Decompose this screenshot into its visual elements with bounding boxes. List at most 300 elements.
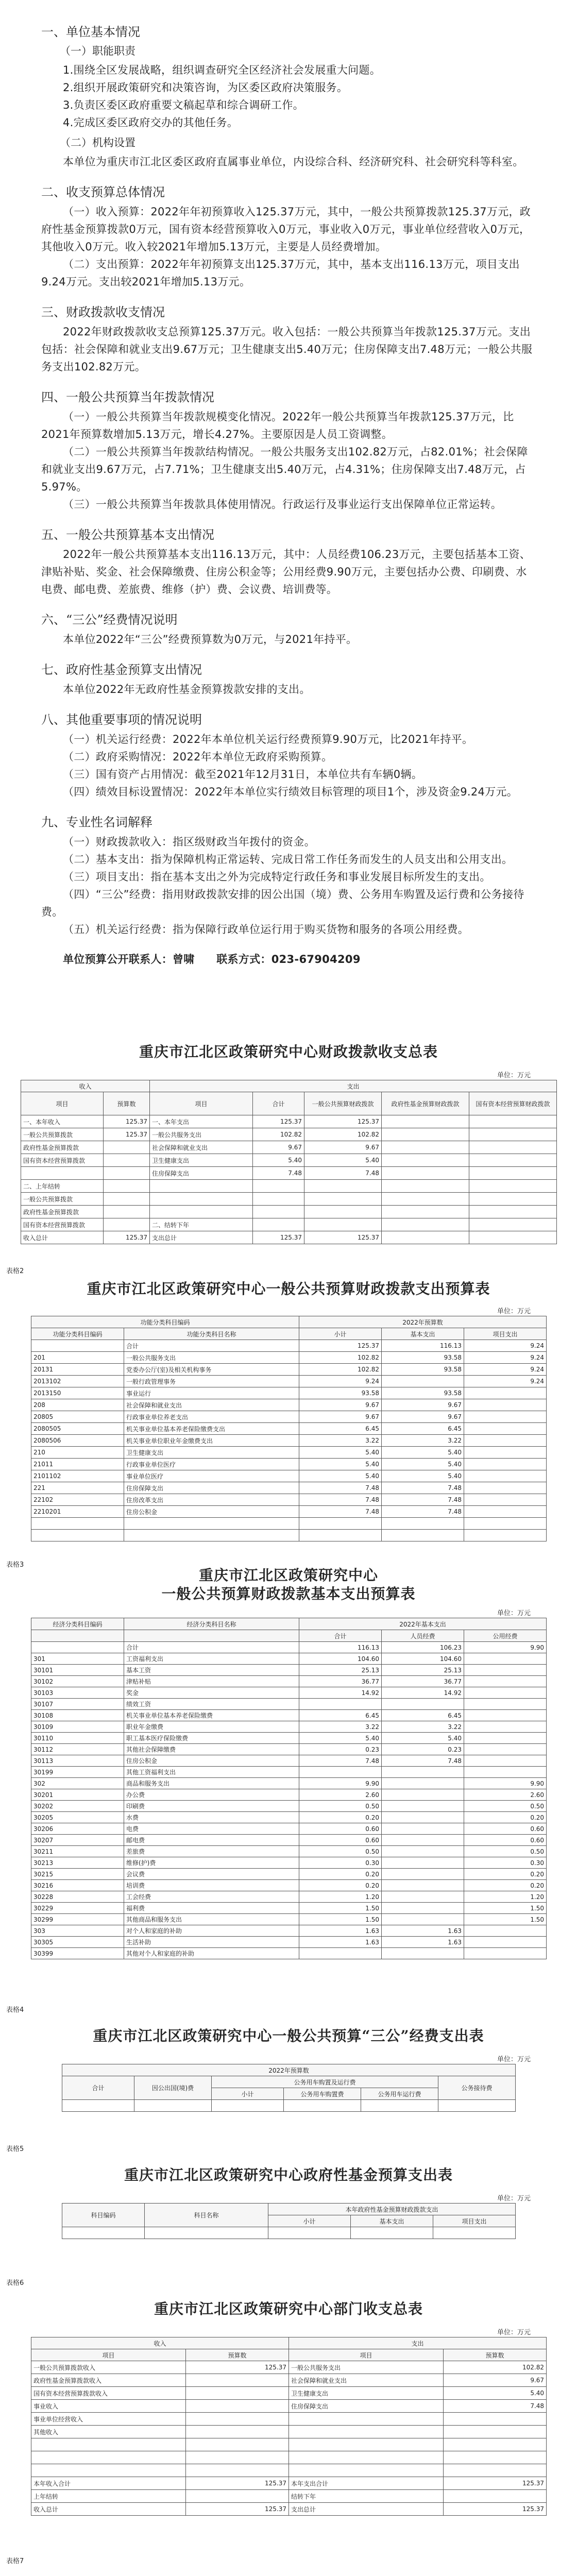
table-cell: 2080506 [31, 1435, 124, 1447]
expense-header: 支出 [150, 1080, 557, 1092]
table-cell [289, 2413, 444, 2426]
table-cell: 20805 [31, 1411, 124, 1423]
section-heading: 三、财政拨款收支情况 [41, 305, 165, 319]
table-cell [104, 1218, 150, 1231]
table-cell: 7.48 [444, 2400, 547, 2413]
table-cell [444, 2464, 547, 2477]
table-cell [464, 1767, 547, 1778]
table-cell [444, 2438, 547, 2451]
paragraph: （二）支出预算：2022年年初预算支出125.37万元，其中，基本支出116.13万元，项目支出9.24万元。支出较2021年增加5.13万元。 [41, 258, 520, 288]
col-car-purchase: 公务用车购置费 [284, 2088, 361, 2100]
table-row [31, 1530, 547, 1541]
table-cell [464, 1447, 547, 1459]
expense-header: 支出 [289, 2337, 547, 2349]
table-cell: 125.37 [253, 1115, 304, 1128]
table-cell: 5.40 [382, 1459, 464, 1470]
table-cell: 5.40 [304, 1154, 382, 1167]
table-cell: 5.40 [299, 1459, 382, 1470]
section-heading: 五、一般公共预算基本支出情况 [41, 528, 214, 542]
table-cell: 职工基本医疗保险缴费 [124, 1733, 299, 1744]
table-cell: 5.40 [444, 2387, 547, 2400]
table-cell: 0.20 [464, 1812, 547, 1823]
table-cell: 9.67 [304, 1141, 382, 1154]
table-cell: 卫生健康支出 [150, 1154, 253, 1167]
table-cell: 30113 [31, 1755, 124, 1767]
table-row [31, 1801, 547, 1812]
col-budget: 预算数 [444, 2349, 547, 2361]
table-cell: 社会保障和就业支出 [150, 1141, 253, 1154]
table-cell: 3.22 [299, 1435, 382, 1447]
table-cell: 电费 [124, 1823, 299, 1835]
paragraph: 本单位为重庆市江北区委区政府直属事业单位，内设综合科、经济研究科、社会研究科等科室。 [63, 156, 524, 168]
table-cell: 其他商品和服务支出 [124, 1914, 299, 1925]
table-cell [382, 1376, 464, 1387]
table-cell: 125.37 [253, 1231, 304, 1244]
table-cell [104, 1154, 150, 1167]
paragraph: 4.完成区委区政府交办的其他任务。 [63, 116, 239, 129]
table-cell: 30103 [31, 1687, 124, 1699]
table-cell: 9.67 [299, 1411, 382, 1423]
table-cell: 一、本年支出 [150, 1115, 253, 1128]
table-cell: 事业单位经营收入 [31, 2413, 186, 2426]
table-cell: 2013102 [31, 1376, 124, 1387]
paragraph: 本单位2022年无政府性基金预算拨款安排的支出。 [63, 683, 311, 696]
table-row [31, 1340, 547, 1352]
table-row [31, 2400, 547, 2413]
table-cell [382, 1801, 464, 1812]
table-cell [104, 1206, 150, 1218]
paragraph: （四）绩效目标设置情况：2022年本单位实行绩效目标管理的项目1个，涉及资金9.24万元。 [63, 786, 518, 798]
table-cell: 水费 [124, 1812, 299, 1823]
table-cell [464, 1937, 547, 1948]
table-cell: 政府性基金预算拨款收入 [31, 2374, 186, 2387]
table-cell: 住房改革支出 [124, 1494, 299, 1506]
col-name: 经济分类科目名称 [124, 1618, 299, 1630]
table-cell: 生活补助 [124, 1937, 299, 1948]
table-row [31, 1948, 547, 1959]
table-cell: 1.63 [382, 1925, 464, 1937]
table-row [31, 1903, 547, 1914]
table-cell [382, 1869, 464, 1880]
table-cell [444, 2490, 547, 2503]
section-heading: 二、收支预算总体情况 [41, 185, 165, 199]
table-cell: 125.37 [104, 1128, 150, 1141]
table1-block [0, 1041, 577, 1257]
table-row [31, 1518, 547, 1530]
table-cell: 125.37 [304, 1231, 382, 1244]
paragraph: 2022年一般公共预算基本支出116.13万元，其中：人员经费106.23万元，主要包括基本工资、津贴补贴、奖金、社会保障缴费、住房公积金等；公用经费9.90万元，主要包括办公费、印刷费、水电费、邮电费、差旅费、维修（护）费、会议费、培训费等。 [41, 548, 531, 596]
unit-label: 单位：万元 [497, 1609, 531, 1617]
table-cell [304, 1193, 382, 1206]
table-cell: 7.48 [382, 1494, 464, 1506]
table-cell: 303 [31, 1925, 124, 1937]
table-cell: 30101 [31, 1665, 124, 1676]
table-row [31, 1494, 547, 1506]
table-cell: 政府性基金预算拨款 [21, 1141, 104, 1154]
table3-block [0, 1556, 577, 1978]
table-cell [299, 1518, 382, 1530]
paragraph: （五）机关运行经费：指为保障行政单位运行用于购买货物和服务的各项公用经费。 [63, 923, 469, 936]
table-row [31, 1506, 547, 1518]
table-cell: 125.37 [299, 1340, 382, 1352]
table-cell [186, 2490, 289, 2503]
table-cell: 201 [31, 1352, 124, 1364]
table-cell [382, 1857, 464, 1869]
paragraph: （三）国有资产占用情况：截至2021年12月31日，本单位共有车辆0辆。 [63, 768, 423, 781]
table-cell: 30213 [31, 1857, 124, 1869]
table-row [31, 2490, 547, 2503]
paragraph: （一）一般公共预算当年拨款规模变化情况。2022年一般公共预算当年拨款125.37万元，比2021年预算数增加5.13万元，增长4.27%。主要原因是人员工资调整。 [41, 411, 514, 440]
table-cell: 培训费 [124, 1880, 299, 1891]
table-cell: 0.20 [299, 1869, 382, 1880]
table-cell: 9.90 [464, 1778, 547, 1789]
table-cell [31, 1642, 124, 1653]
table-row [31, 2464, 547, 2477]
table-cell: 302 [31, 1778, 124, 1789]
table-cell: 邮电费 [124, 1835, 299, 1846]
table-cell: 36.77 [299, 1676, 382, 1687]
table-cell: 事业单位医疗 [124, 1470, 299, 1482]
table-cell: 7.48 [299, 1755, 382, 1767]
table-row [31, 1482, 547, 1494]
table-cell [289, 2438, 444, 2451]
table-cell [104, 1180, 150, 1193]
table-cell: 30201 [31, 1789, 124, 1801]
table-cell: 20131 [31, 1364, 124, 1376]
table-cell: 5.40 [299, 1447, 382, 1459]
table-cell [289, 2426, 444, 2438]
sub-heading: （二）机构设置 [60, 137, 135, 149]
table-cell [464, 1518, 547, 1530]
table-cell: 3.22 [299, 1721, 382, 1733]
table-cell: 5.40 [299, 1470, 382, 1482]
table-cell: 国有资本经营预算拨款 [21, 1154, 104, 1167]
table-cell [382, 1880, 464, 1891]
table-cell: 30107 [31, 1699, 124, 1710]
table-cell: 30205 [31, 1812, 124, 1823]
table-cell [464, 1710, 547, 1721]
table-row [31, 1846, 547, 1857]
table-cell: 125.37 [186, 2361, 289, 2374]
table-cell: 5.40 [299, 1733, 382, 1744]
income-header: 收入 [31, 2337, 289, 2349]
table-label: 表格5 [6, 2145, 24, 2153]
table6-block [0, 2277, 577, 2545]
table-cell [31, 2464, 186, 2477]
col-car-running: 公务用车运行费 [361, 2088, 438, 2100]
table-row [31, 1435, 547, 1447]
section-heading: 一、单位基本情况 [41, 25, 140, 39]
table-row [31, 1823, 547, 1835]
table4-block [0, 2004, 577, 2123]
unit-label: 单位：万元 [497, 1308, 531, 1315]
paragraph: （一）机关运行经费：2022年本单位机关运行经费预算9.90万元，比2021年持平。 [63, 733, 473, 745]
table-cell [186, 2400, 289, 2413]
table-cell: 30102 [31, 1676, 124, 1687]
table-row [31, 1937, 547, 1948]
table-title: 重庆市江北区政策研究中心财政拨款收支总表 [139, 1043, 438, 1060]
table-row [31, 1699, 547, 1710]
table-cell [464, 1948, 547, 1959]
paragraph: 1.围绕全区发展战略，组织调查研究全区经济社会发展重大问题。 [63, 64, 381, 76]
table-cell [150, 1180, 253, 1193]
table-row [31, 1835, 547, 1846]
table-cell: 合计 [124, 1340, 299, 1352]
table-cell: 9.67 [444, 2374, 547, 2387]
paragraph: （二）一般公共预算当年拨款结构情况。一般公共服务支出102.82万元，占82.01%；社会保障和就业支出9.67万元，占7.71%；卫生健康支出5.40万元，占4.31%；住房保障支出7.48万元，占5.97%。 [41, 446, 528, 493]
table-cell: 2210201 [31, 1506, 124, 1518]
table-cell: 1.20 [299, 1891, 382, 1903]
col-state-capital: 国有资本经营预算财政拨款 [469, 1092, 557, 1115]
table-cell: 102.82 [299, 1364, 382, 1376]
col-basic: 基本支出 [351, 2215, 433, 2227]
table-cell: 7.48 [304, 1167, 382, 1180]
table-cell: 9.24 [464, 1376, 547, 1387]
table-cell: 116.13 [299, 1642, 382, 1653]
table-label: 表格7 [6, 2557, 24, 2565]
table-cell: 30299 [31, 1914, 124, 1925]
table-cell: 1.50 [464, 1914, 547, 1925]
table-cell [299, 1530, 382, 1541]
table-row [31, 1447, 547, 1459]
table-cell: 收入总计 [21, 1231, 104, 1244]
three-public-table [62, 2064, 516, 2112]
table-cell: 2101102 [31, 1470, 124, 1482]
table-cell: 5.40 [253, 1154, 304, 1167]
sub-heading: （一）职能职责 [60, 45, 135, 57]
table-cell: 6.45 [382, 1423, 464, 1435]
table-cell [382, 1167, 469, 1180]
table-cell: 125.37 [104, 1115, 150, 1128]
table-cell [464, 1494, 547, 1506]
section-heading: 八、其他重要事项的情况说明 [41, 713, 202, 727]
table-cell: 津贴补贴 [124, 1676, 299, 1687]
table-row [21, 1167, 557, 1180]
table-row [31, 1767, 547, 1778]
table-cell: 93.58 [382, 1364, 464, 1376]
table-title: 重庆市江北区政策研究中心一般公共预算“三公”经费支出表 [93, 2027, 484, 2044]
col-total: 合计 [62, 2076, 134, 2100]
table-cell: 一、本年收入 [21, 1115, 104, 1128]
table-cell: 0.20 [464, 1880, 547, 1891]
table-cell: 2080505 [31, 1423, 124, 1435]
table-cell: 7.48 [382, 1755, 464, 1767]
table-row [31, 2426, 547, 2438]
table-cell [464, 1699, 547, 1710]
table-cell: 行政事业单位医疗 [124, 1459, 299, 1470]
table-cell: 机关事业单位基本养老保险缴费支出 [124, 1423, 299, 1435]
table-cell [186, 2387, 289, 2400]
table-cell: 6.45 [299, 1710, 382, 1721]
col-year: 本年政府性基金预算财政拨款支出 [268, 2204, 516, 2215]
table-cell [469, 1115, 557, 1128]
table-cell [382, 1218, 469, 1231]
col-budget: 预算数 [104, 1092, 150, 1115]
table-cell [253, 1206, 304, 1218]
paragraph: （三）一般公共预算当年拨款具体使用情况。行政运行及事业运行支出保障单位正常运转。 [63, 498, 502, 511]
table-cell: 22102 [31, 1494, 124, 1506]
table-cell: 9.67 [299, 1399, 382, 1411]
table-cell: 住房公积金 [124, 1506, 299, 1518]
table-row [31, 2477, 547, 2490]
col-reception: 公务接待费 [438, 2076, 516, 2100]
table-cell: 7.48 [299, 1506, 382, 1518]
col-personnel: 人员经费 [382, 1630, 464, 1642]
table-cell: 9.24 [464, 1352, 547, 1364]
table-cell [464, 1423, 547, 1435]
table-cell: 商品和服务支出 [124, 1778, 299, 1789]
table-cell: 125.37 [186, 2503, 289, 2516]
table-cell: 0.23 [299, 1744, 382, 1755]
table-cell [464, 1435, 547, 1447]
unit-label: 单位：万元 [497, 2329, 531, 2336]
table-cell [104, 1193, 150, 1206]
table-cell: 30206 [31, 1823, 124, 1835]
table-cell: 事业收入 [31, 2400, 186, 2413]
table-cell: 6.45 [299, 1423, 382, 1435]
table-row [31, 2374, 547, 2387]
paragraph: （一）收入预算：2022年年初预算收入125.37万元，其中，一般公共预算拨款125.37万元，政府性基金预算拨款0万元，国有资本经营预算收入0万元，事业收入0万元，事业单位经营收入0万元，其他收入0万元。收入较2021年增加5.13万元，主要是人员经费增加。 [41, 206, 531, 253]
title-line-2: 一般公共预算财政拨款基本支出预算表 [161, 1585, 416, 1602]
paragraph: （二）政府采购情况：2022年本单位无政府采购预算。 [63, 751, 333, 763]
table-row [31, 1880, 547, 1891]
table-cell: 30112 [31, 1744, 124, 1755]
table-row [31, 1778, 547, 1789]
income-header: 收入 [21, 1080, 150, 1092]
table-cell: 30207 [31, 1835, 124, 1846]
table-cell [186, 2413, 289, 2426]
col-total: 合计 [299, 1630, 382, 1642]
table-cell: 1.63 [299, 1925, 382, 1937]
table-row [21, 1218, 557, 1231]
table-cell [382, 1835, 464, 1846]
col-abroad: 因公出国(境)费 [134, 2076, 212, 2100]
table-cell: 14.92 [382, 1687, 464, 1699]
col-total: 合计 [253, 1092, 304, 1115]
col-subtotal: 小计 [268, 2215, 351, 2227]
table-cell [382, 1846, 464, 1857]
table-cell: 0.60 [464, 1823, 547, 1835]
table-cell [469, 1167, 557, 1180]
col-2022: 2022年预算数 [299, 1316, 547, 1328]
table-cell [382, 1128, 469, 1141]
table-cell [382, 1914, 464, 1925]
table-cell [382, 1903, 464, 1914]
unit-label: 单位：万元 [497, 2195, 531, 2202]
table-cell [464, 1665, 547, 1676]
table-cell: 住房保障支出 [289, 2400, 444, 2413]
table-cell [304, 1206, 382, 1218]
table-cell: 一般公共预算拨款收入 [31, 2361, 186, 2374]
table-cell: 93.58 [299, 1387, 382, 1399]
table-cell: 机关事业单位职业年金缴费支出 [124, 1435, 299, 1447]
table-cell: 7.48 [382, 1482, 464, 1494]
table-row [31, 2387, 547, 2400]
col-basic: 基本支出 [382, 1328, 464, 1340]
table-cell: 7.48 [253, 1167, 304, 1180]
table-cell: 104.60 [299, 1653, 382, 1665]
table-cell [124, 1518, 299, 1530]
table-cell [469, 1206, 557, 1218]
table7-block [0, 2555, 577, 2576]
table-cell [464, 1470, 547, 1482]
table-cell: 25.13 [382, 1665, 464, 1676]
table-cell: 30399 [31, 1948, 124, 1959]
table-cell [299, 1767, 382, 1778]
table-cell: 国有资本经营预算拨款 [21, 1218, 104, 1231]
col-item: 项目 [31, 2349, 186, 2361]
table-cell [31, 1340, 124, 1352]
table-cell [464, 1721, 547, 1733]
table-row [31, 1914, 547, 1925]
table-label: 表格6 [6, 2279, 24, 2287]
table-cell: 30229 [31, 1903, 124, 1914]
table-cell: 0.60 [464, 1835, 547, 1846]
table-cell [464, 1755, 547, 1767]
table-cell: 1.20 [464, 1891, 547, 1903]
table-title [0, 1566, 577, 1603]
table-cell: 1.50 [299, 1914, 382, 1925]
table-cell: 党委办公厅(室)及相关机构事务 [124, 1364, 299, 1376]
col-budget: 预算数 [186, 2349, 289, 2361]
table-cell: 0.20 [299, 1812, 382, 1823]
table-cell [299, 1948, 382, 1959]
table-row [62, 2100, 516, 2112]
table-cell: 本年收入合计 [31, 2477, 186, 2490]
table-cell: 对个人和家庭的补助 [124, 1925, 299, 1937]
table-cell [382, 1891, 464, 1903]
table-cell: 绩效工资 [124, 1699, 299, 1710]
table-cell: 一般公共服务支出 [289, 2361, 444, 2374]
table-cell: 其他社会保障缴费 [124, 1744, 299, 1755]
table-label: 表格4 [6, 2006, 24, 2014]
table-cell: 会议费 [124, 1869, 299, 1880]
table-row [31, 2413, 547, 2426]
table-cell [382, 1767, 464, 1778]
table-row [31, 1376, 547, 1387]
col-public: 公用经费 [464, 1630, 547, 1642]
table-row [31, 1789, 547, 1801]
table-row [31, 1653, 547, 1665]
table-cell: 工会经费 [124, 1891, 299, 1903]
table-row [31, 2361, 547, 2374]
table-cell [382, 1699, 464, 1710]
table-row [21, 1141, 557, 1154]
table-cell: 30202 [31, 1801, 124, 1812]
table-cell: 30108 [31, 1710, 124, 1721]
table-cell: 9.24 [464, 1364, 547, 1376]
table-cell: 104.60 [382, 1653, 464, 1665]
table-cell: 102.82 [304, 1128, 382, 1141]
table-cell [464, 1676, 547, 1687]
table-row [31, 1687, 547, 1699]
general-budget-expense-table [31, 1316, 547, 1541]
table-cell [469, 1128, 557, 1141]
table-row [21, 1154, 557, 1167]
table-cell [464, 1687, 547, 1699]
table-cell: 上年结转 [31, 2490, 186, 2503]
table-cell: 职业年金缴费 [124, 1721, 299, 1733]
col-item: 项目 [289, 2349, 444, 2361]
table-cell: 1.63 [382, 1937, 464, 1948]
table-cell: 卫生健康支出 [124, 1447, 299, 1459]
table-cell: 0.20 [464, 1869, 547, 1880]
section-heading: 九、专业性名词解释 [41, 815, 152, 829]
table-cell: 125.37 [186, 2477, 289, 2490]
table-cell [299, 1699, 382, 1710]
table-row [21, 1193, 557, 1206]
table-row [31, 1869, 547, 1880]
